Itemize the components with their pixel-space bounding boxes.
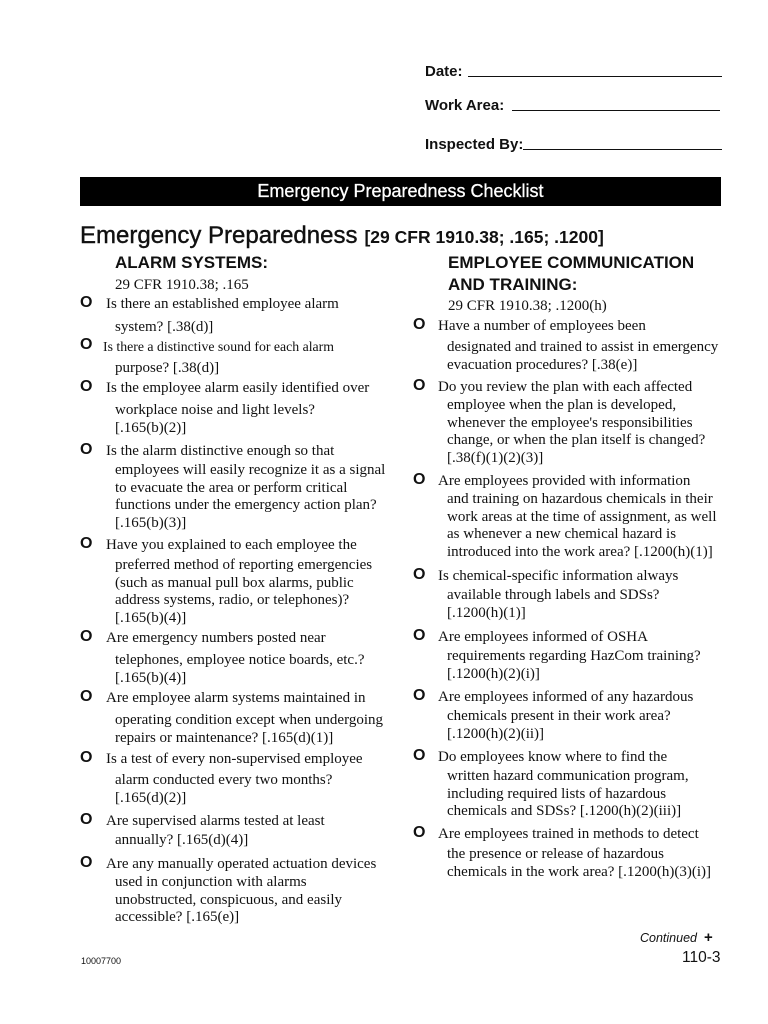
item-text-line: Do employees know where to find the bbox=[438, 749, 668, 765]
item-text-line: Is chemical-specific information always bbox=[438, 568, 679, 584]
checkbox-bullet: O bbox=[413, 687, 426, 704]
work-area-label: Work Area: bbox=[425, 97, 505, 114]
item-text-line: to evacuate the area or perform critical bbox=[115, 479, 348, 496]
item-text-line: (such as manual pull box alarms, public bbox=[115, 574, 354, 591]
checkbox-bullet: O bbox=[80, 294, 93, 311]
checkbox-bullet: O bbox=[413, 377, 426, 394]
checklist-item bbox=[80, 856, 376, 927]
item-text-line: Are employees provided with information bbox=[438, 473, 691, 489]
checkbox-bullet: O bbox=[80, 441, 93, 458]
item-text-line: Is a test of every non-supervised employee bbox=[106, 751, 363, 767]
checklist-banner bbox=[80, 177, 721, 206]
section-citation: [29 CFR 1910.38; .165; .1200] bbox=[364, 227, 604, 247]
item-text-line: annually? [.165(d)(4)] bbox=[115, 832, 249, 848]
checkbox-bullet: O bbox=[413, 627, 426, 644]
item-text-line: Are supervised alarms tested at least bbox=[106, 813, 325, 829]
checklist-item bbox=[413, 749, 689, 821]
item-text-line: system? [.38(d)] bbox=[115, 319, 214, 335]
checkbox-bullet: O bbox=[80, 749, 93, 766]
checklist-item bbox=[80, 630, 365, 687]
item-text-line: requirements regarding HazCom training? bbox=[447, 648, 701, 664]
item-text-line: Are any manually operated actuation devices bbox=[106, 856, 377, 872]
date-field bbox=[425, 63, 722, 81]
work-area-blank-line bbox=[512, 110, 720, 111]
item-text-line: alarm conducted every two months? bbox=[115, 772, 333, 788]
item-text-line: address systems, radio, or telephones)? bbox=[115, 592, 350, 608]
checklist-item bbox=[80, 296, 339, 337]
alarm-systems-citation: 29 CFR 1910.38; .165 bbox=[115, 277, 249, 293]
item-text-line: designated and trained to assist in emergency bbox=[447, 339, 719, 355]
item-text-line: chemicals and SDSs? [.1200(h)(2)(iii)] bbox=[447, 803, 682, 819]
item-text-line: workplace noise and light levels? bbox=[115, 402, 315, 418]
page-number: 110-3 bbox=[682, 949, 721, 966]
checkbox-bullet: O bbox=[413, 566, 426, 583]
checklist-item bbox=[80, 751, 363, 807]
checkbox-bullet: O bbox=[80, 688, 93, 705]
item-text-line: Are emergency numbers posted near bbox=[106, 630, 326, 646]
item-text-line: chemicals present in their work area? bbox=[447, 708, 671, 724]
checkbox-bullet: O bbox=[80, 336, 93, 353]
item-text-line: Are employees informed of any hazardous bbox=[438, 689, 694, 705]
item-text-line: evacuation procedures? [.38(e)] bbox=[447, 356, 638, 373]
item-text-line: including required lists of hazardous bbox=[447, 785, 667, 802]
checklist-item bbox=[80, 443, 385, 532]
checklist-item bbox=[80, 537, 372, 627]
section-title-text: Emergency Preparedness bbox=[80, 222, 358, 249]
item-text-line: [.165(b)(4)] bbox=[115, 609, 187, 626]
item-text-line: Is the employee alarm easily identified over bbox=[106, 380, 370, 396]
item-text-line: telephones, employee notice boards, etc.? bbox=[115, 652, 365, 668]
item-text-line: [.165(b)(2)] bbox=[115, 419, 187, 436]
item-text-line: change, or when the plan itself is changed? bbox=[447, 432, 706, 448]
checklist-item bbox=[413, 826, 711, 881]
item-text-line: [.1200(h)(1)] bbox=[447, 604, 526, 621]
item-text-line: Are employees informed of OSHA bbox=[438, 629, 648, 645]
checklist-item bbox=[413, 689, 693, 743]
checkbox-bullet: O bbox=[413, 747, 426, 764]
item-text-line: [.165(b)(4)] bbox=[115, 669, 187, 686]
checklist-item bbox=[413, 629, 701, 683]
section-title bbox=[80, 222, 604, 253]
checkbox-bullet: O bbox=[413, 316, 426, 333]
item-text-line: available through labels and SDSs? bbox=[447, 587, 660, 603]
checkbox-bullet: O bbox=[80, 811, 93, 828]
checkbox-bullet: O bbox=[80, 628, 93, 645]
document-number: 10007700 bbox=[81, 956, 122, 966]
inspected-by-field bbox=[425, 136, 722, 154]
item-text-line: Have you explained to each employee the bbox=[106, 537, 357, 553]
checkbox-bullet: O bbox=[80, 535, 93, 552]
item-text-line: purpose? [.38(d)] bbox=[115, 360, 220, 376]
continued-label: Continued bbox=[640, 931, 697, 945]
item-text-line: operating condition except when undergoing bbox=[115, 712, 383, 728]
item-text-line: Do you review the plan with each affected bbox=[438, 379, 693, 395]
item-text-line: [.165(d)(2)] bbox=[115, 789, 187, 806]
checklist-item bbox=[413, 379, 705, 467]
checkbox-bullet: O bbox=[413, 471, 426, 488]
checkbox-bullet: O bbox=[80, 854, 93, 871]
item-text-line: written hazard communication program, bbox=[447, 768, 689, 784]
item-text-line: Have a number of employees been bbox=[438, 318, 646, 334]
employee-communication-heading bbox=[448, 252, 694, 296]
checklist-item bbox=[413, 473, 717, 561]
item-text-line: Are employee alarm systems maintained in bbox=[106, 690, 366, 706]
item-text-line: [.165(b)(3)] bbox=[115, 514, 187, 531]
item-text-line: the presence or release of hazardous bbox=[447, 846, 664, 862]
item-text-line: [.1200(h)(2)(i)] bbox=[447, 665, 540, 682]
heading-line: AND TRAINING: bbox=[448, 275, 578, 294]
date-label: Date: bbox=[425, 63, 463, 80]
checkbox-bullet: O bbox=[80, 378, 93, 395]
item-text-line: unobstructed, conspicuous, and easily bbox=[115, 891, 343, 908]
item-text-line: employees will easily recognize it as a signal bbox=[115, 462, 386, 478]
item-text-line: as whenever a new chemical hazard is bbox=[447, 526, 677, 542]
work-area-field bbox=[425, 97, 720, 115]
item-text-line: used in conjunction with alarms bbox=[115, 874, 307, 890]
alarm-systems-heading: ALARM SYSTEMS: bbox=[115, 253, 268, 272]
item-text-line: [.38(f)(1)(2)(3)] bbox=[447, 449, 544, 466]
item-text-line: Is the alarm distinctive enough so that bbox=[106, 443, 335, 459]
checklist-item bbox=[80, 690, 383, 747]
date-blank-line bbox=[468, 76, 722, 77]
item-text-line: chemicals in the work area? [.1200(h)(3)(i)] bbox=[447, 863, 712, 880]
item-text-line: employee when the plan is developed, bbox=[447, 397, 677, 413]
item-text-line: work areas at the time of assignment, as well bbox=[447, 508, 717, 525]
continued-note bbox=[640, 930, 713, 946]
checklist-item bbox=[80, 338, 334, 378]
heading-line: EMPLOYEE COMMUNICATION bbox=[448, 253, 695, 272]
checklist-item bbox=[80, 380, 369, 437]
item-text-line: whenever the employee's responsibilities bbox=[447, 414, 693, 431]
item-text-line: functions under the emergency action plan? bbox=[115, 497, 377, 513]
checkbox-bullet: O bbox=[413, 824, 426, 841]
item-text-line: and training on hazardous chemicals in their bbox=[447, 491, 713, 507]
item-text-line: Are employees trained in methods to detect bbox=[438, 826, 699, 842]
employee-communication-citation: 29 CFR 1910.38; .1200(h) bbox=[448, 298, 607, 314]
item-text-line: Is there a distinctive sound for each alarm bbox=[103, 339, 335, 354]
checklist-item bbox=[413, 318, 718, 374]
item-text-line: preferred method of reporting emergencies bbox=[115, 557, 373, 573]
item-text-line: introduced into the work area? [.1200(h)(1)] bbox=[447, 543, 713, 560]
inspected-by-blank-line bbox=[523, 149, 722, 150]
item-text-line: repairs or maintenance? [.165(d)(1)] bbox=[115, 729, 334, 746]
item-text-line: Is there an established employee alarm bbox=[106, 296, 339, 312]
checklist-item bbox=[80, 813, 325, 850]
continued-plus-mark: + bbox=[704, 929, 713, 946]
item-text-line: [.1200(h)(2)(ii)] bbox=[447, 725, 545, 742]
item-text-line: accessible? [.165(e)] bbox=[115, 909, 240, 925]
banner-title: Emergency Preparedness Checklist bbox=[257, 181, 544, 201]
checklist-item bbox=[413, 568, 678, 622]
inspected-by-label: Inspected By: bbox=[425, 136, 524, 153]
